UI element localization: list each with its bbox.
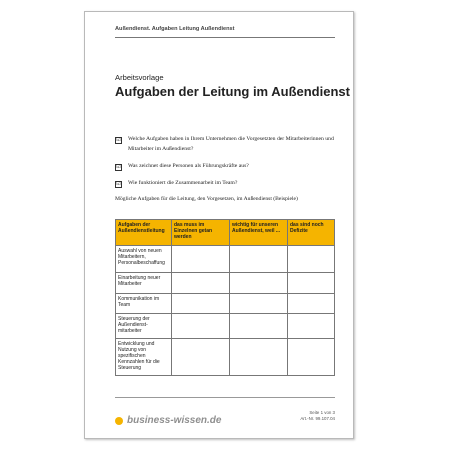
checkbox-icon: ☑ xyxy=(116,163,121,170)
checklist-item xyxy=(115,179,339,189)
task-cell: Entwicklung und Nutzung von spezifischen Kennzahlen für die Steuerung xyxy=(116,339,172,376)
running-header: Außendienst. Aufgaben Leitung Außendienst xyxy=(115,26,235,32)
table-cell[interactable] xyxy=(288,246,335,273)
table-row xyxy=(116,246,335,273)
header-cell: das muss im Einzelnen getan werden xyxy=(172,220,230,246)
table-intro: Mögliche Aufgaben für die Leitung, den Vorgesetzen, im Außendienst (Beispiele) xyxy=(115,196,298,202)
document-kicker: Arbeitsvorlage xyxy=(115,73,164,82)
header-divider xyxy=(115,37,335,38)
table-cell[interactable] xyxy=(288,314,335,339)
table-row xyxy=(116,294,335,314)
footer-divider xyxy=(115,397,335,398)
table-cell[interactable] xyxy=(288,294,335,314)
document-page xyxy=(84,11,354,439)
page-number: Seite 1 von 3 xyxy=(309,410,335,415)
table-cell[interactable] xyxy=(172,246,230,273)
table-cell[interactable] xyxy=(230,246,288,273)
checklist-item xyxy=(115,135,339,154)
logo-dot-icon xyxy=(115,417,123,425)
table-row xyxy=(116,339,335,376)
task-cell: Steuerung der Außendienst-mitarbeiter xyxy=(116,314,172,339)
checkbox-icon: ☑ xyxy=(116,137,121,143)
brand-name: business-wissen.de xyxy=(127,415,222,426)
checklist-text: Wie funktioniert die Zusammenarbeit im Team? xyxy=(128,179,238,186)
article-number: Art.-Nr. 99.107.04 xyxy=(300,416,335,421)
table-cell[interactable] xyxy=(288,273,335,294)
checklist-text: Was zeichnet diese Personen als Führungskräfte aus? xyxy=(128,162,249,169)
header-cell: das sind noch Defizite xyxy=(288,220,335,246)
table-cell[interactable] xyxy=(172,273,230,294)
table-cell[interactable] xyxy=(230,314,288,339)
checklist-item xyxy=(115,162,339,172)
page-meta xyxy=(300,410,335,422)
header-cell: wichtig für unseren Außendienst, weil ... xyxy=(230,220,288,246)
question-checklist xyxy=(115,135,339,196)
table-row xyxy=(116,273,335,294)
header-cell: Aufgaben der Außendienstleitung xyxy=(116,220,172,246)
table-cell[interactable] xyxy=(230,294,288,314)
checklist-text: Welche Aufgaben haben in Ihrem Unternehmen die Vorgesetzten der Mitarbeiterinnen und Mitarbeiter im Außendienst? xyxy=(128,136,334,152)
table-row xyxy=(116,314,335,339)
table-cell[interactable] xyxy=(172,294,230,314)
table-cell[interactable] xyxy=(172,339,230,376)
task-cell: Kommunikation im Team xyxy=(116,294,172,314)
tasks-table xyxy=(115,219,335,376)
table-cell[interactable] xyxy=(230,273,288,294)
table-cell[interactable] xyxy=(172,314,230,339)
brand-logo xyxy=(115,415,221,426)
task-cell: Einarbeitung neuer Mitarbeiter xyxy=(116,273,172,294)
table-cell[interactable] xyxy=(230,339,288,376)
checkbox-icon: ☑ xyxy=(116,180,121,187)
task-cell: Auswahl von neuen Mitarbeitern, Personalbeschaffung xyxy=(116,246,172,273)
table-header-row xyxy=(116,220,335,246)
document-title: Aufgaben der Leitung im Außendienst xyxy=(115,84,350,99)
table-cell[interactable] xyxy=(288,339,335,376)
